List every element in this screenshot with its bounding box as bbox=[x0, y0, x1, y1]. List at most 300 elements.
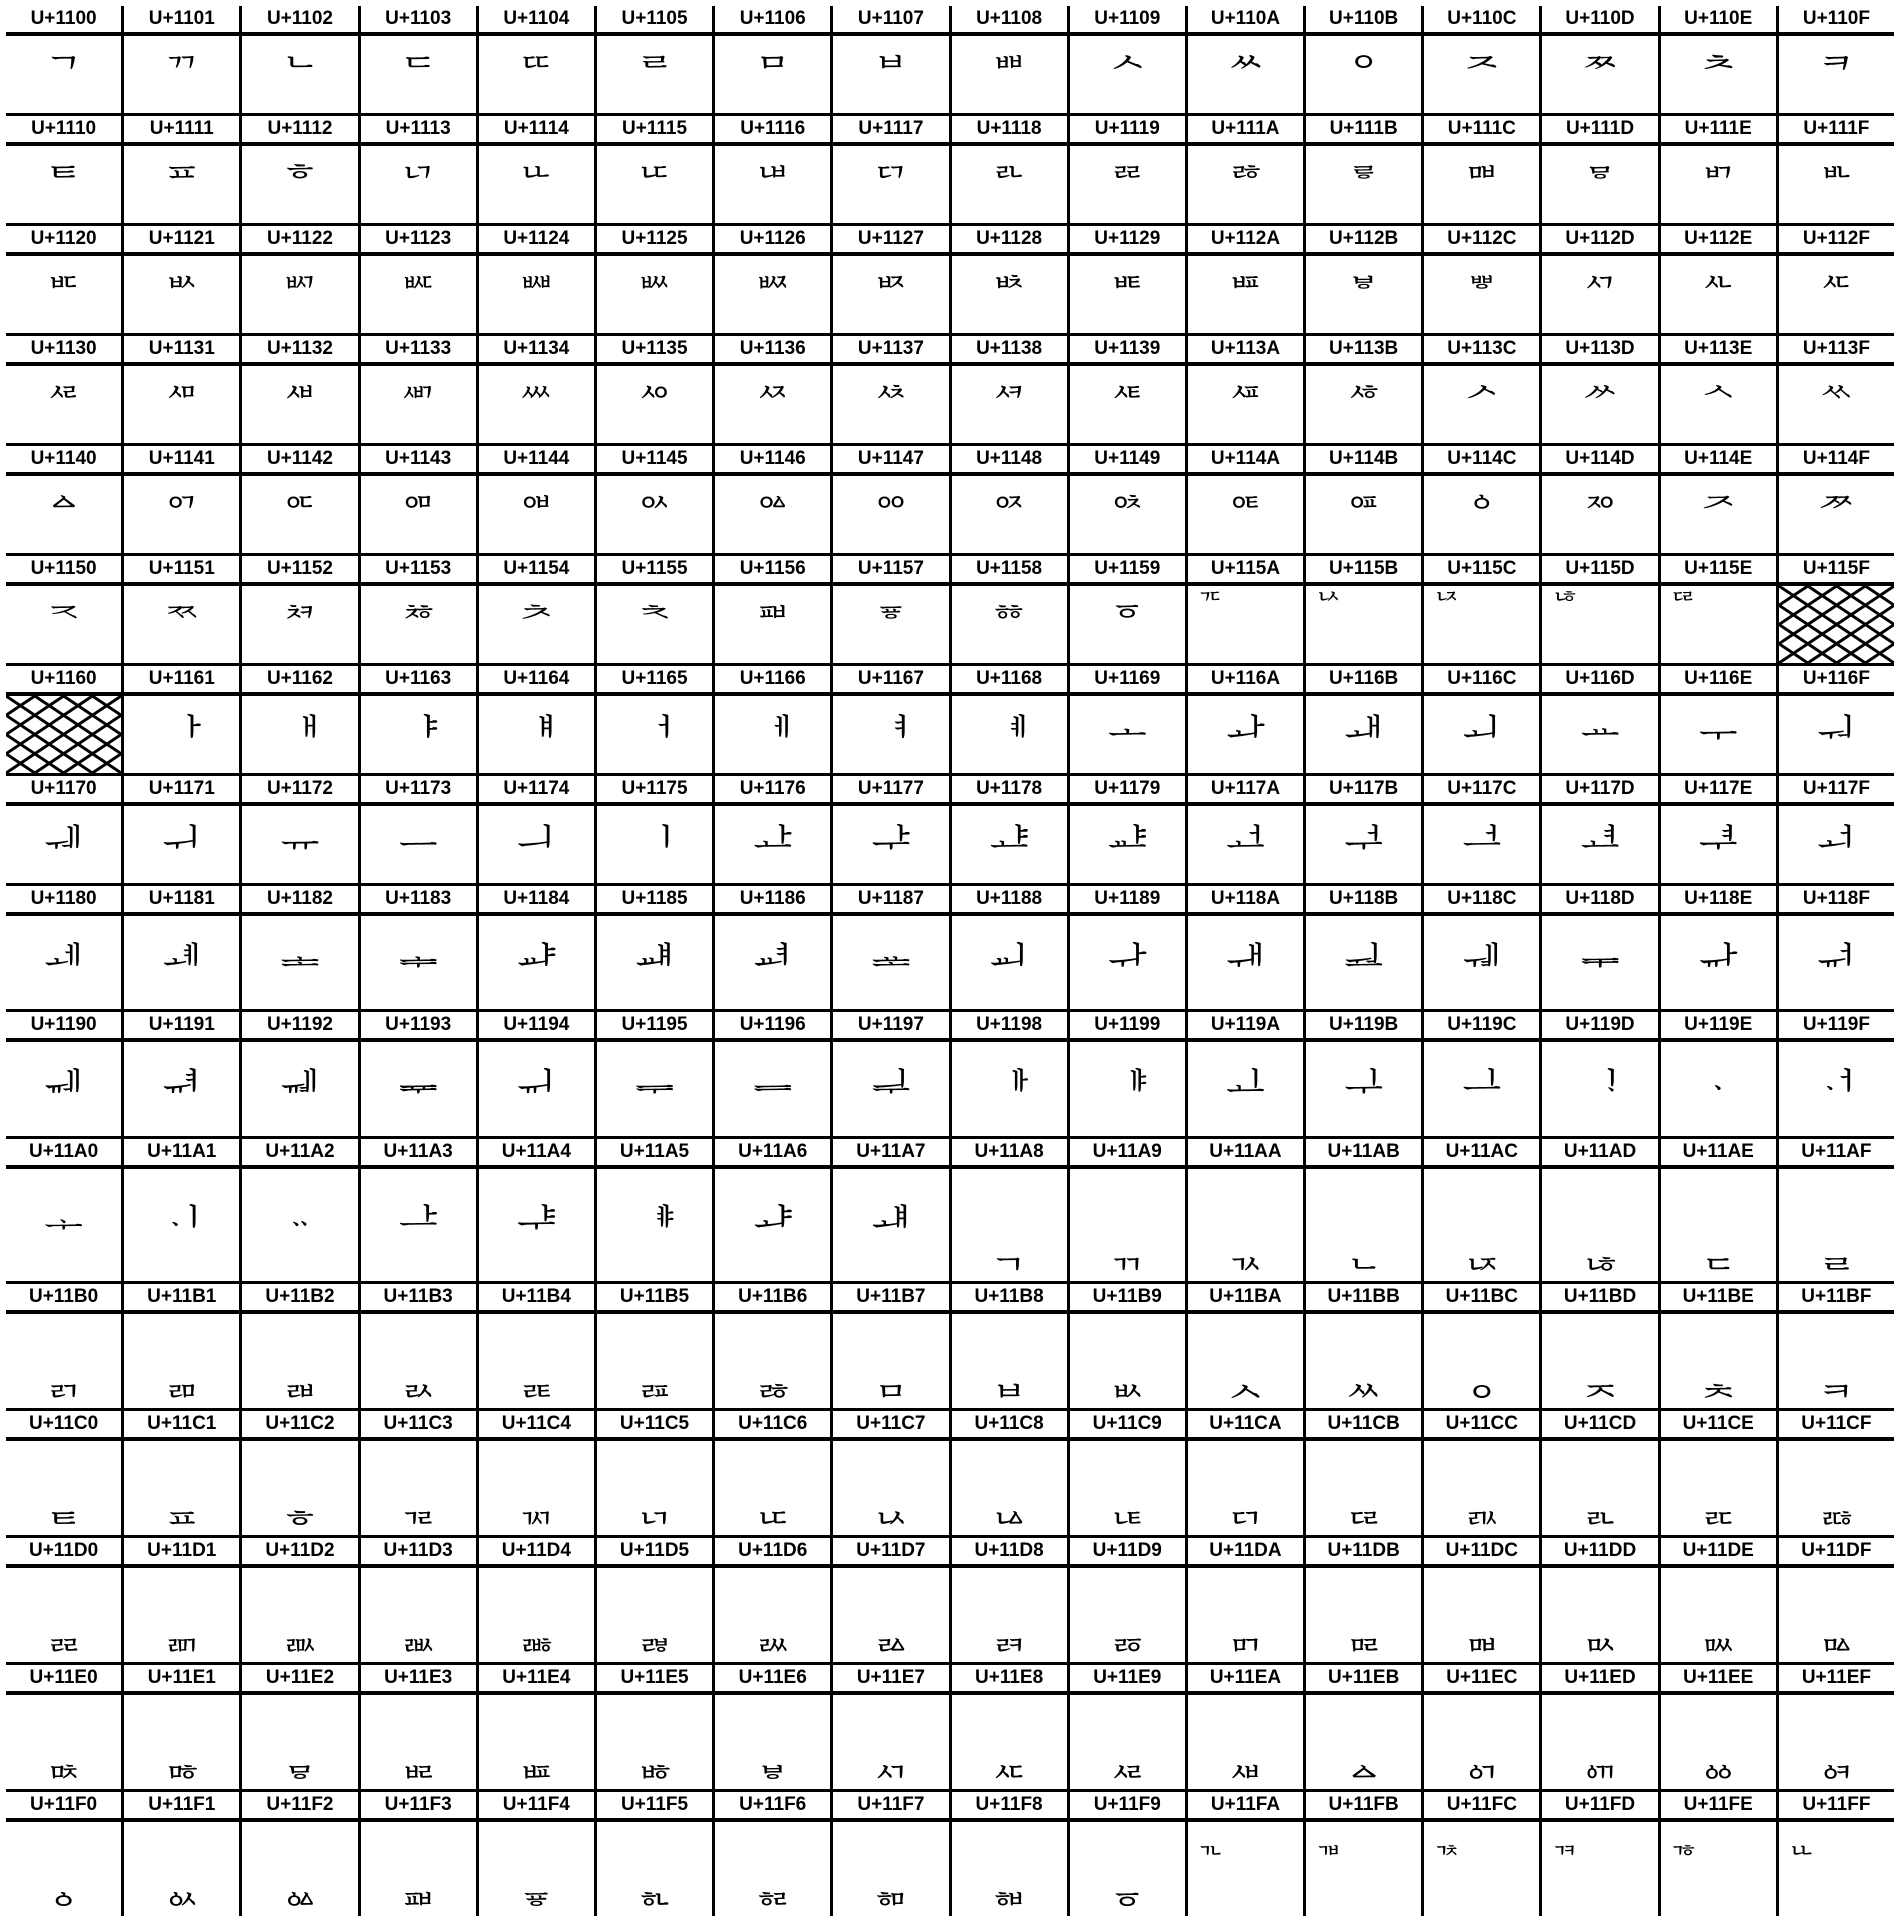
code-point-label: U+111F bbox=[1779, 116, 1894, 146]
jamo-cell bbox=[1424, 1792, 1539, 1916]
jamo-cell bbox=[952, 556, 1067, 663]
jamo-cell bbox=[1070, 886, 1185, 1009]
glyph-area bbox=[1070, 476, 1185, 553]
code-point-label: U+1147 bbox=[833, 446, 948, 476]
code-point-label: U+11FB bbox=[1306, 1792, 1421, 1822]
code-point-label: U+114C bbox=[1424, 446, 1539, 476]
glyph-area bbox=[1306, 1314, 1421, 1408]
glyph-area bbox=[6, 146, 121, 223]
code-point-label: U+119A bbox=[1188, 1012, 1303, 1042]
jamo-cell bbox=[361, 776, 476, 883]
jamo-glyph: ᇫ bbox=[1344, 1738, 1383, 1784]
code-point-label: U+1130 bbox=[6, 336, 121, 366]
jamo-glyph: ᆻ bbox=[1344, 1357, 1383, 1403]
jamo-glyph: ᅯ bbox=[1817, 711, 1856, 758]
glyph-area bbox=[1779, 146, 1894, 223]
jamo-glyph: ᄼ bbox=[1462, 381, 1502, 428]
code-point-label: U+115B bbox=[1306, 556, 1421, 586]
code-point-label: U+1188 bbox=[952, 886, 1067, 916]
glyph-area bbox=[1306, 806, 1421, 883]
glyph-area bbox=[6, 256, 121, 333]
glyph-area bbox=[361, 1695, 476, 1789]
jamo-cell bbox=[479, 886, 594, 1009]
glyph-area bbox=[361, 1441, 476, 1535]
jamo-glyph: ᅌ bbox=[1462, 491, 1502, 538]
jamo-cell bbox=[1779, 556, 1894, 663]
jamo-cell bbox=[1188, 1284, 1303, 1408]
jamo-cell bbox=[1779, 1411, 1894, 1535]
glyph-area bbox=[6, 1314, 121, 1408]
jamo-glyph: ᆖ bbox=[753, 1066, 793, 1112]
code-point-label: U+1174 bbox=[479, 776, 594, 806]
code-point-label: U+11BB bbox=[1306, 1284, 1421, 1314]
jamo-glyph: ᄲ bbox=[280, 381, 320, 428]
code-point-label: U+11CC bbox=[1424, 1411, 1539, 1441]
glyph-area bbox=[6, 1042, 121, 1136]
glyph-area bbox=[715, 806, 830, 883]
glyph-area bbox=[1661, 1169, 1776, 1281]
code-point-label: U+11FF bbox=[1779, 1792, 1894, 1822]
code-point-label: U+119E bbox=[1661, 1012, 1776, 1042]
code-point-label: U+11A2 bbox=[242, 1139, 357, 1169]
glyph-area bbox=[6, 586, 121, 663]
code-point-label: U+11AD bbox=[1542, 1139, 1657, 1169]
jamo-cell bbox=[597, 776, 712, 883]
glyph-area bbox=[952, 586, 1067, 663]
glyph-area bbox=[833, 366, 948, 443]
jamo-glyph: ᆎ bbox=[1698, 939, 1738, 986]
glyph-area bbox=[597, 1042, 712, 1136]
jamo-cell bbox=[952, 336, 1067, 443]
jamo-cell bbox=[1779, 886, 1894, 1009]
jamo-cell bbox=[952, 886, 1067, 1009]
jamo-cell bbox=[833, 1411, 948, 1535]
jamo-cell bbox=[1306, 556, 1421, 663]
jamo-cell bbox=[1070, 1792, 1185, 1916]
jamo-glyph: ᄕ bbox=[635, 161, 674, 208]
jamo-glyph: ᅖ bbox=[753, 601, 793, 648]
code-point-label: U+11C6 bbox=[715, 1411, 830, 1441]
code-point-label: U+11C7 bbox=[833, 1411, 948, 1441]
code-point-label: U+1125 bbox=[597, 226, 712, 256]
jamo-cell bbox=[361, 446, 476, 553]
jamo-cell bbox=[1070, 1538, 1185, 1662]
jamo-glyph: ᄵ bbox=[635, 381, 674, 428]
glyph-area bbox=[1542, 806, 1657, 883]
jamo-glyph: ᇡ bbox=[162, 1738, 202, 1784]
jamo-glyph: ᆋ bbox=[1344, 939, 1383, 986]
jamo-glyph: ᅵ bbox=[635, 821, 674, 868]
glyph-area bbox=[1188, 256, 1303, 333]
jamo-cell bbox=[124, 1411, 239, 1535]
glyph-area bbox=[1542, 36, 1657, 113]
code-point-label: U+114B bbox=[1306, 446, 1421, 476]
code-point-label: U+11AB bbox=[1306, 1139, 1421, 1169]
glyph-area bbox=[124, 1169, 239, 1281]
jamo-cell bbox=[479, 1792, 594, 1916]
code-point-label: U+1102 bbox=[242, 6, 357, 36]
glyph-area bbox=[952, 476, 1067, 553]
code-point-label: U+113C bbox=[1424, 336, 1539, 366]
code-point-label: U+11D2 bbox=[242, 1538, 357, 1568]
jamo-cell bbox=[1779, 1139, 1894, 1281]
code-point-label: U+1119 bbox=[1070, 116, 1185, 146]
jamo-cell bbox=[361, 1538, 476, 1662]
jamo-glyph: ᄝ bbox=[1580, 161, 1620, 208]
jamo-cell bbox=[124, 886, 239, 1009]
code-point-label: U+11A0 bbox=[6, 1139, 121, 1169]
code-point-label: U+11A1 bbox=[124, 1139, 239, 1169]
glyph-area bbox=[952, 1441, 1067, 1535]
jamo-glyph: ᄷ bbox=[871, 381, 911, 428]
jamo-glyph: ᄓ bbox=[398, 161, 438, 208]
code-point-label: U+1106 bbox=[715, 6, 830, 36]
jamo-glyph: ᅇ bbox=[871, 491, 911, 538]
jamo-cell bbox=[1661, 446, 1776, 553]
jamo-cell bbox=[1070, 1665, 1185, 1789]
code-point-label: U+1135 bbox=[597, 336, 712, 366]
jamo-cell bbox=[597, 1792, 712, 1916]
glyph-area bbox=[715, 476, 830, 553]
jamo-glyph: ᇼ bbox=[1432, 1825, 1462, 1860]
jamo-cell bbox=[1070, 666, 1185, 773]
jamo-cell bbox=[1424, 1665, 1539, 1789]
jamo-cell bbox=[1542, 116, 1657, 223]
code-point-label: U+116F bbox=[1779, 666, 1894, 696]
jamo-glyph: ᇭ bbox=[1580, 1738, 1620, 1784]
jamo-cell bbox=[1188, 336, 1303, 443]
jamo-cell bbox=[952, 116, 1067, 223]
jamo-cell bbox=[1542, 1538, 1657, 1662]
code-point-label: U+1113 bbox=[361, 116, 476, 146]
code-point-label: U+11D4 bbox=[479, 1538, 594, 1568]
jamo-cell bbox=[715, 1792, 830, 1916]
jamo-cell bbox=[597, 6, 712, 113]
jamo-glyph: ᇏ bbox=[1817, 1484, 1856, 1530]
jamo-cell bbox=[6, 116, 121, 223]
jamo-glyph: ᄤ bbox=[517, 271, 556, 318]
glyph-area bbox=[715, 366, 830, 443]
glyph-area bbox=[715, 1169, 830, 1281]
glyph-area bbox=[1542, 1568, 1657, 1662]
jamo-glyph: ᆅ bbox=[635, 939, 674, 986]
glyph-area bbox=[952, 146, 1067, 223]
jamo-cell bbox=[1661, 6, 1776, 113]
jamo-cell bbox=[1306, 1139, 1421, 1281]
jamo-cell bbox=[6, 666, 121, 773]
code-point-label: U+11E4 bbox=[479, 1665, 594, 1695]
glyph-area bbox=[833, 1441, 948, 1535]
jamo-glyph: ᆿ bbox=[1817, 1357, 1856, 1403]
jamo-glyph: ᅗ bbox=[871, 601, 911, 648]
jamo-cell bbox=[1661, 226, 1776, 333]
code-point-label: U+1192 bbox=[242, 1012, 357, 1042]
jamo-glyph: ᄁ bbox=[162, 51, 202, 98]
glyph-area bbox=[833, 1822, 948, 1916]
code-point-label: U+11C9 bbox=[1070, 1411, 1185, 1441]
code-point-label: U+11B8 bbox=[952, 1284, 1067, 1314]
jamo-glyph: ᅴ bbox=[517, 821, 556, 868]
jamo-glyph: ᅓ bbox=[398, 601, 438, 648]
code-point-label: U+11D0 bbox=[6, 1538, 121, 1568]
glyph-area bbox=[242, 1822, 357, 1916]
glyph-area bbox=[1779, 1695, 1894, 1789]
jamo-cell bbox=[952, 1538, 1067, 1662]
glyph-area bbox=[1542, 586, 1657, 663]
code-point-label: U+1126 bbox=[715, 226, 830, 256]
jamo-cell bbox=[715, 886, 830, 1009]
jamo-cell bbox=[833, 776, 948, 883]
glyph-area bbox=[479, 806, 594, 883]
code-point-label: U+1189 bbox=[1070, 886, 1185, 916]
code-point-label: U+11D7 bbox=[833, 1538, 948, 1568]
code-point-label: U+1165 bbox=[597, 666, 712, 696]
jamo-glyph: ᄐ bbox=[44, 161, 83, 208]
glyph-area bbox=[1188, 146, 1303, 223]
glyph-area bbox=[1070, 1568, 1185, 1662]
code-point-label: U+113B bbox=[1306, 336, 1421, 366]
jamo-glyph: ᆾ bbox=[1698, 1357, 1738, 1403]
jamo-glyph: ᄋ bbox=[1344, 51, 1383, 98]
code-point-label: U+11E7 bbox=[833, 1665, 948, 1695]
glyph-area bbox=[1779, 256, 1894, 333]
jamo-glyph: ᄞ bbox=[1698, 161, 1738, 208]
jamo-cell bbox=[479, 1665, 594, 1789]
jamo-cell bbox=[124, 6, 239, 113]
glyph-area bbox=[1542, 1822, 1657, 1916]
glyph-area bbox=[1661, 1314, 1776, 1408]
code-point-label: U+11AE bbox=[1661, 1139, 1776, 1169]
code-point-label: U+113E bbox=[1661, 336, 1776, 366]
jamo-glyph: ᇬ bbox=[1462, 1738, 1502, 1784]
code-point-label: U+1152 bbox=[242, 556, 357, 586]
glyph-area bbox=[1306, 366, 1421, 443]
code-point-label: U+1136 bbox=[715, 336, 830, 366]
glyph-area bbox=[1424, 366, 1539, 443]
code-point-label: U+1180 bbox=[6, 886, 121, 916]
code-point-label: U+11E5 bbox=[597, 1665, 712, 1695]
jamo-glyph: ᆄ bbox=[517, 939, 556, 986]
jamo-glyph: ᅁ bbox=[162, 491, 202, 538]
glyph-area bbox=[1661, 36, 1776, 113]
jamo-cell bbox=[1424, 1411, 1539, 1535]
glyph-area bbox=[1188, 916, 1303, 1009]
jamo-cell bbox=[597, 116, 712, 223]
code-point-label: U+1138 bbox=[952, 336, 1067, 366]
jamo-glyph: ᆨ bbox=[989, 1230, 1029, 1276]
jamo-glyph: ᆱ bbox=[162, 1357, 202, 1403]
glyph-area bbox=[1306, 36, 1421, 113]
glyph-area bbox=[1542, 696, 1657, 773]
jamo-glyph: ᆌ bbox=[1462, 939, 1502, 986]
glyph-area bbox=[1542, 146, 1657, 223]
glyph-area bbox=[715, 1822, 830, 1916]
jamo-cell bbox=[1188, 1139, 1303, 1281]
glyph-area bbox=[6, 916, 121, 1009]
code-point-label: U+116D bbox=[1542, 666, 1657, 696]
glyph-area bbox=[1661, 146, 1776, 223]
jamo-cell bbox=[479, 226, 594, 333]
glyph-area bbox=[242, 146, 357, 223]
glyph-area bbox=[361, 1568, 476, 1662]
code-point-label: U+11E8 bbox=[952, 1665, 1067, 1695]
code-point-label: U+1128 bbox=[952, 226, 1067, 256]
jamo-glyph: ᆞ bbox=[1698, 1066, 1738, 1112]
jamo-cell bbox=[1542, 1012, 1657, 1136]
code-point-label: U+119F bbox=[1779, 1012, 1894, 1042]
glyph-area bbox=[124, 1822, 239, 1916]
glyph-area bbox=[479, 696, 594, 773]
jamo-glyph: ᄧ bbox=[871, 271, 911, 318]
jamo-cell bbox=[715, 1012, 830, 1136]
jamo-cell bbox=[597, 1665, 712, 1789]
jamo-glyph: ᄥ bbox=[635, 271, 674, 318]
jamo-glyph: ᆯ bbox=[1817, 1230, 1856, 1276]
code-point-label: U+111E bbox=[1661, 116, 1776, 146]
jamo-cell bbox=[597, 446, 712, 553]
glyph-area bbox=[1070, 1441, 1185, 1535]
jamo-cell bbox=[124, 446, 239, 553]
jamo-cell bbox=[361, 1792, 476, 1916]
code-point-label: U+1141 bbox=[124, 446, 239, 476]
jamo-cell bbox=[1424, 556, 1539, 663]
jamo-cell bbox=[6, 1792, 121, 1916]
glyph-area bbox=[597, 1568, 712, 1662]
glyph-area bbox=[1070, 1169, 1185, 1281]
code-point-label: U+11CF bbox=[1779, 1411, 1894, 1441]
jamo-cell bbox=[1661, 1411, 1776, 1535]
code-point-label: U+1185 bbox=[597, 886, 712, 916]
glyph-area bbox=[124, 696, 239, 773]
glyph-area bbox=[124, 36, 239, 113]
glyph-area bbox=[1070, 916, 1185, 1009]
jamo-cell bbox=[952, 666, 1067, 773]
glyph-area bbox=[1306, 916, 1421, 1009]
jamo-glyph: ᇀ bbox=[44, 1484, 83, 1530]
glyph-area bbox=[124, 256, 239, 333]
glyph-area bbox=[479, 366, 594, 443]
code-point-label: U+11C2 bbox=[242, 1411, 357, 1441]
jamo-cell bbox=[1542, 1665, 1657, 1789]
glyph-area bbox=[1779, 366, 1894, 443]
code-point-label: U+1161 bbox=[124, 666, 239, 696]
jamo-glyph: ᆙ bbox=[1107, 1066, 1147, 1112]
code-point-label: U+1100 bbox=[6, 6, 121, 36]
jamo-cell bbox=[833, 226, 948, 333]
glyph-area bbox=[6, 1441, 121, 1535]
jamo-cell bbox=[715, 776, 830, 883]
jamo-glyph: ᄏ bbox=[1817, 51, 1856, 98]
glyph-area bbox=[242, 1568, 357, 1662]
jamo-glyph: ᅫ bbox=[1344, 711, 1383, 758]
jamo-glyph: ᅲ bbox=[280, 821, 320, 868]
jamo-cell bbox=[242, 666, 357, 773]
glyph-area bbox=[597, 806, 712, 883]
glyph-area bbox=[242, 1441, 357, 1535]
code-point-label: U+11D8 bbox=[952, 1538, 1067, 1568]
glyph-area bbox=[1779, 1441, 1894, 1535]
glyph-area bbox=[1070, 256, 1185, 333]
code-point-label: U+11EC bbox=[1424, 1665, 1539, 1695]
jamo-glyph: ᅥ bbox=[635, 711, 674, 758]
code-point-label: U+115E bbox=[1661, 556, 1776, 586]
glyph-area bbox=[124, 1441, 239, 1535]
jamo-glyph: ᄶ bbox=[753, 381, 793, 428]
jamo-cell bbox=[1424, 1538, 1539, 1662]
jamo-cell bbox=[715, 116, 830, 223]
glyph-area bbox=[361, 1169, 476, 1281]
jamo-cell bbox=[242, 1284, 357, 1408]
code-point-label: U+1129 bbox=[1070, 226, 1185, 256]
code-point-label: U+11F3 bbox=[361, 1792, 476, 1822]
jamo-glyph: ᇨ bbox=[989, 1738, 1029, 1784]
code-point-label: U+1109 bbox=[1070, 6, 1185, 36]
jamo-cell bbox=[952, 1665, 1067, 1789]
glyph-area bbox=[833, 1314, 948, 1408]
jamo-cell bbox=[124, 1284, 239, 1408]
code-point-label: U+11DD bbox=[1542, 1538, 1657, 1568]
glyph-area bbox=[479, 1169, 594, 1281]
code-point-label: U+1111 bbox=[124, 116, 239, 146]
jamo-glyph: ᇽ bbox=[1550, 1825, 1580, 1860]
jamo-cell bbox=[1306, 1012, 1421, 1136]
jamo-cell bbox=[715, 336, 830, 443]
code-point-label: U+11B6 bbox=[715, 1284, 830, 1314]
code-point-label: U+112C bbox=[1424, 226, 1539, 256]
glyph-area bbox=[597, 1169, 712, 1281]
code-point-label: U+11F7 bbox=[833, 1792, 948, 1822]
jamo-cell bbox=[1542, 1792, 1657, 1916]
jamo-glyph: ᇣ bbox=[398, 1738, 438, 1784]
jamo-glyph: ᆣ bbox=[398, 1202, 438, 1248]
jamo-glyph: ᄎ bbox=[1698, 51, 1738, 98]
jamo-cell bbox=[242, 886, 357, 1009]
glyph-area bbox=[715, 586, 830, 663]
glyph-area bbox=[1070, 1695, 1185, 1789]
jamo-cell bbox=[1779, 1792, 1894, 1916]
jamo-glyph: ᄂ bbox=[280, 51, 320, 98]
jamo-glyph: ᄅ bbox=[635, 51, 674, 98]
jamo-glyph: ᇇ bbox=[871, 1484, 911, 1530]
jamo-glyph: ᇚ bbox=[1226, 1611, 1265, 1657]
jamo-cell bbox=[833, 1012, 948, 1136]
glyph-area bbox=[597, 586, 712, 663]
jamo-glyph: ᆓ bbox=[398, 1066, 438, 1112]
jamo-cell bbox=[242, 1665, 357, 1789]
glyph-area bbox=[1424, 586, 1539, 663]
jamo-cell bbox=[1661, 1792, 1776, 1916]
glyph-area bbox=[1779, 476, 1894, 553]
jamo-glyph: ᆝ bbox=[1580, 1066, 1620, 1112]
jamo-cell bbox=[1306, 886, 1421, 1009]
glyph-area bbox=[242, 476, 357, 553]
jamo-cell bbox=[361, 666, 476, 773]
glyph-area bbox=[361, 146, 476, 223]
glyph-area bbox=[1306, 1822, 1421, 1916]
jamo-glyph: ᆲ bbox=[280, 1357, 320, 1403]
code-point-label: U+11BF bbox=[1779, 1284, 1894, 1314]
jamo-glyph: ᄚ bbox=[1226, 161, 1265, 208]
glyph-area bbox=[1306, 256, 1421, 333]
jamo-glyph: ᇪ bbox=[1226, 1738, 1265, 1784]
jamo-glyph: ᆩ bbox=[1107, 1230, 1147, 1276]
code-point-label: U+112E bbox=[1661, 226, 1776, 256]
jamo-glyph: ᅢ bbox=[280, 711, 320, 758]
glyph-area bbox=[1661, 1441, 1776, 1535]
code-point-label: U+112B bbox=[1306, 226, 1421, 256]
glyph-area bbox=[833, 256, 948, 333]
code-point-label: U+1118 bbox=[952, 116, 1067, 146]
